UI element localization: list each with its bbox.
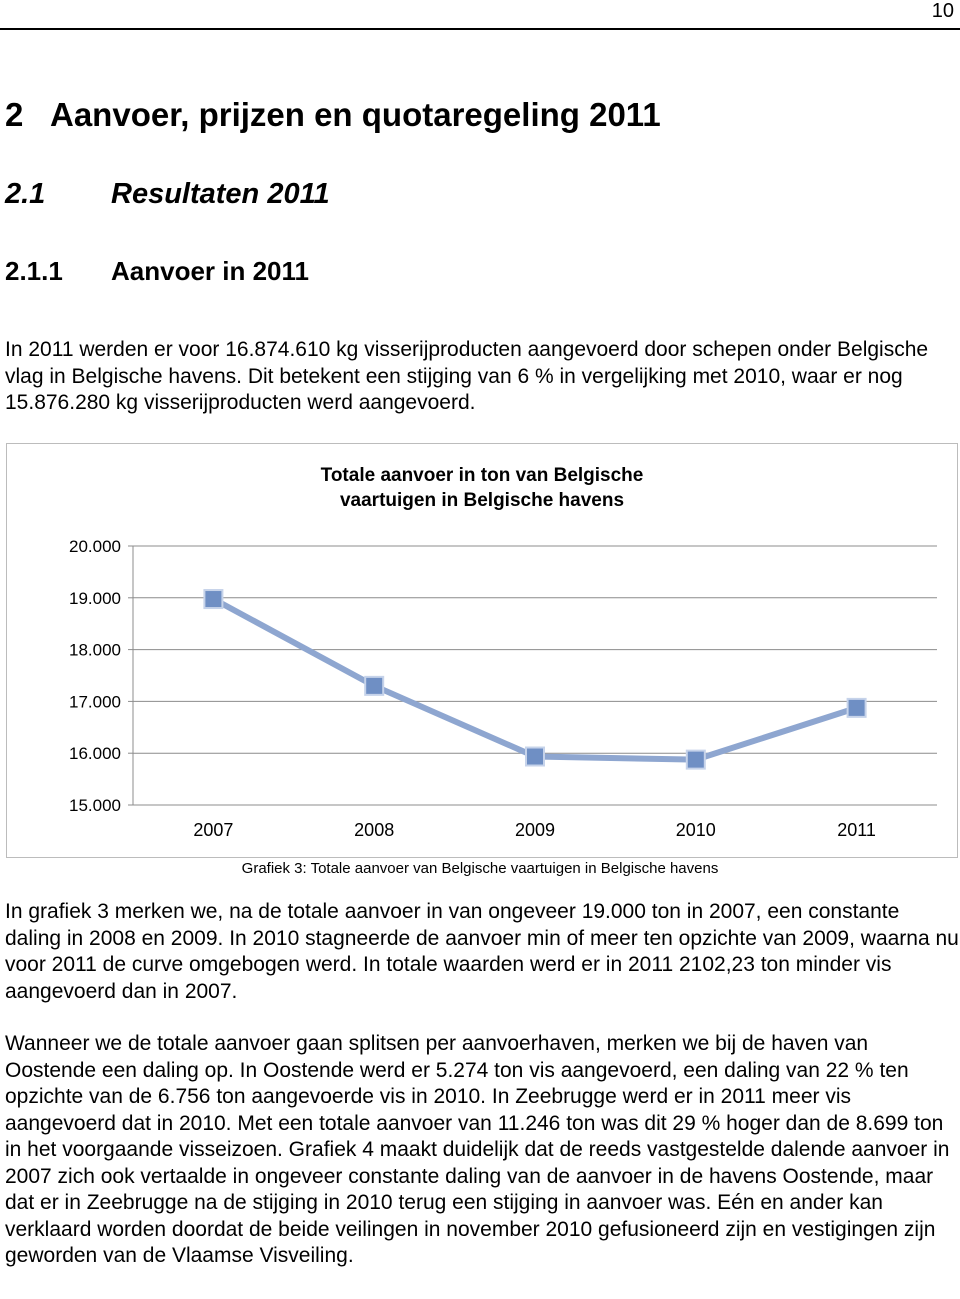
heading-2-title: Resultaten 2011: [111, 178, 330, 210]
heading-2: [5, 178, 330, 211]
y-tick-label: 15.000: [69, 796, 121, 815]
paragraph-chart-analysis: In grafiek 3 merken we, na de totale aanvoer in van ongeveer 19.000 ton in 2007, een constante daling in 2008 en 2009. In 2010 stagneerde de aanvoer min of meer ten opzichte van 2009, waarna nu voor 2011 de curve omgebogen werd. In totale waarden werd er in 2011 2102,23 ton minder vis aangevoerd dan in 2007.: [5, 900, 959, 1003]
heading-3: [5, 256, 309, 287]
heading-1-title: Aanvoer, prijzen en quotaregeling 2011: [50, 96, 661, 133]
heading-1: [5, 96, 661, 134]
chart-title-line-2: vaartuigen in Belgische havens: [339, 490, 625, 511]
series-line: [213, 599, 856, 760]
chart-title-line-1: Totale aanvoer in ton van Belgische: [320, 465, 644, 486]
x-tick-label: 2011: [837, 820, 876, 840]
chart: [6, 443, 958, 858]
x-tick-label: 2010: [675, 820, 716, 840]
page-number: 10: [931, 0, 954, 22]
x-tick-label: 2009: [514, 820, 556, 840]
x-tick-label: 2007: [193, 820, 234, 840]
data-point-marker: [687, 751, 705, 769]
x-tick-label: 2008: [354, 820, 395, 840]
y-tick-label: 17.000: [69, 692, 121, 712]
data-point-marker: [848, 699, 866, 717]
data-point-marker: [365, 677, 383, 695]
y-tick-label: 18.000: [69, 640, 121, 660]
line-chart: [7, 444, 959, 859]
chart-caption: Grafiek 3: Totale aanvoer van Belgische vaartuigen in Belgische havens: [241, 860, 719, 877]
heading-3-number: 2.1.1: [5, 256, 63, 286]
data-point-marker: [204, 590, 222, 608]
heading-2-number: 2.1: [5, 178, 46, 210]
heading-3-title: Aanvoer in 2011: [111, 256, 309, 286]
y-tick-label: 16.000: [69, 744, 121, 764]
y-tick-label: 20.000: [69, 537, 121, 556]
paragraph-harbour-split: Wanneer we de totale aanvoer gaan splitsen per aanvoerhaven, merken we bij de haven van Oostende een daling op. In Oostende werd er 5.274 ton vis aangevoerd, een daling van 22 % ten opzichte van de 6.756 ton aangevoerde vis in 2010. In Zeebrugge werd er in 2011 meer vis aangevoerd dat in 2010. Met een totale aanvoer van 11.246 ton was dit 29 % hoger dan de 8.699 ton in het voorgaande visseizoen. Grafiek 4 maakt duidelijk dat de reeds vastgestelde dalende aanvoer in 2007 zich ook vertaalde in ongeveer constante daling van de aanvoer in de havens Oostende, maar dat er in Zeebrugge na de stijging in 2010 terug een stijging in aanvoer was. Eén en ander kan verklaard worden doordat de beide veilingen in november 2010 gefusioneerd zijn en vestigingen zijn geworden van de Vlaamse Visveiling.: [5, 1032, 950, 1267]
header-rule: [0, 28, 960, 30]
y-tick-label: 19.000: [69, 588, 121, 608]
heading-1-number: 2: [5, 96, 24, 133]
data-point-marker: [526, 748, 544, 766]
paragraph-intro: In 2011 werden er voor 16.874.610 kg visserijproducten aangevoerd door schepen onder Belgische vlag in Belgische havens. Dit betekent een stijging van 6 % in vergelijking met 2010, waar er nog 15.876.280 kg visserijproducten werd aangevoerd.: [5, 338, 929, 414]
